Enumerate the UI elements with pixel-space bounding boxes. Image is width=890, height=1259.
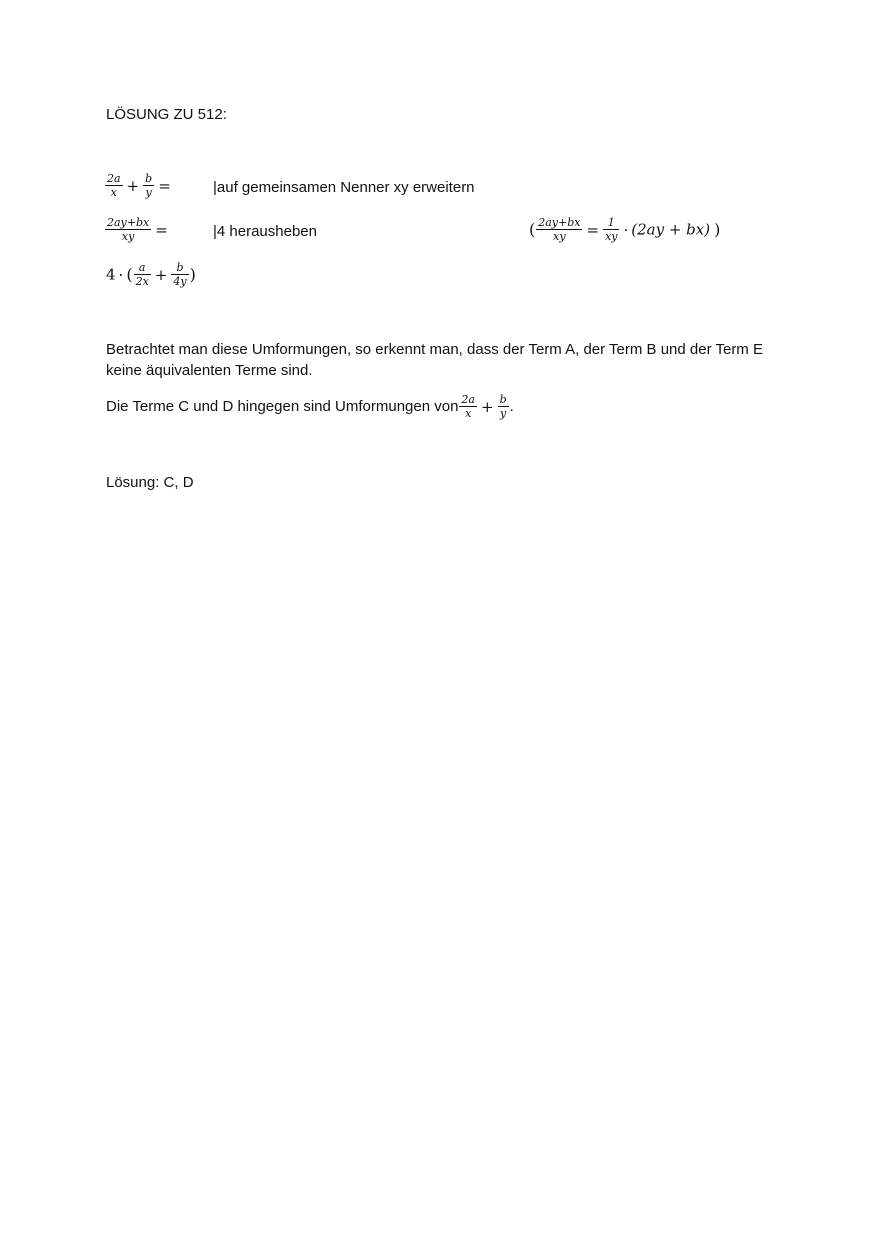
numerator: 2a [107, 172, 121, 185]
period: . [509, 398, 514, 416]
step-2-note: |4 herausheben [213, 223, 317, 240]
dot-operator: · [623, 220, 629, 239]
denominator: xy [605, 230, 618, 243]
step-1-note: |auf gemeinsamen Nenner xy erweitern [213, 179, 475, 196]
equals-sign: = [155, 220, 168, 239]
open-paren: ( [529, 220, 536, 239]
fraction-2ay-bx-over-xy [105, 216, 151, 243]
fraction-1-over-xy [603, 216, 619, 243]
plus-sign: + [154, 265, 168, 284]
denominator: xy [121, 230, 135, 243]
solution-result: Lösung: C, D [106, 474, 194, 491]
equals-sign: = [158, 176, 171, 195]
numerator: 2ay+bx [538, 216, 581, 229]
denominator: 4y [173, 275, 187, 288]
numerator: 2ay+bx [107, 216, 150, 229]
page-heading: LÖSUNG ZU 512: [106, 106, 227, 123]
fraction-2a-over-x [459, 393, 477, 420]
equals-sign: = [586, 220, 600, 239]
close-paren: ) [189, 265, 196, 284]
numerator: b [499, 393, 507, 406]
paragraph-1-line-1: Betrachtet man diese Umformungen, so erkennt man, dass der Term A, der Term B und der Term E [106, 341, 763, 358]
paragraph-2 [106, 393, 514, 420]
denominator: xy [553, 230, 566, 243]
numerator: a [134, 261, 151, 275]
fraction-b-over-y [498, 393, 509, 420]
open-paren: ( [126, 265, 133, 284]
denominator: x [465, 407, 472, 420]
side-equation [529, 216, 720, 243]
equation-step-3 [106, 261, 196, 288]
denominator: y [499, 407, 507, 420]
denominator: y [145, 186, 152, 199]
numerator: b [171, 261, 188, 275]
plus-sign: + [480, 397, 494, 416]
numerator: 1 [603, 216, 619, 230]
plus-sign: + [126, 176, 140, 195]
numerator: b [145, 172, 153, 185]
expression: (2ay + bx) [631, 220, 711, 239]
paragraph-1-line-2: keine äquivalenten Terme sind. [106, 362, 313, 379]
denominator: x [110, 186, 117, 199]
fraction-b-over-4y [171, 261, 188, 288]
close-paren: ) [714, 220, 721, 239]
equation-step-2 [104, 216, 171, 243]
fraction-a-over-2x [134, 261, 151, 288]
fraction-b-over-y [143, 172, 154, 199]
fraction-2ay-bx-over-xy [536, 216, 582, 243]
fraction-2a-over-x [105, 172, 123, 199]
dot-operator: · [118, 265, 124, 284]
paragraph-2-text: Die Terme C und D hingegen sind Umformungen von [106, 398, 459, 416]
factor-four: 4 [106, 265, 116, 284]
denominator: 2x [135, 275, 149, 288]
equation-step-1 [104, 172, 174, 199]
numerator: 2a [461, 393, 475, 406]
